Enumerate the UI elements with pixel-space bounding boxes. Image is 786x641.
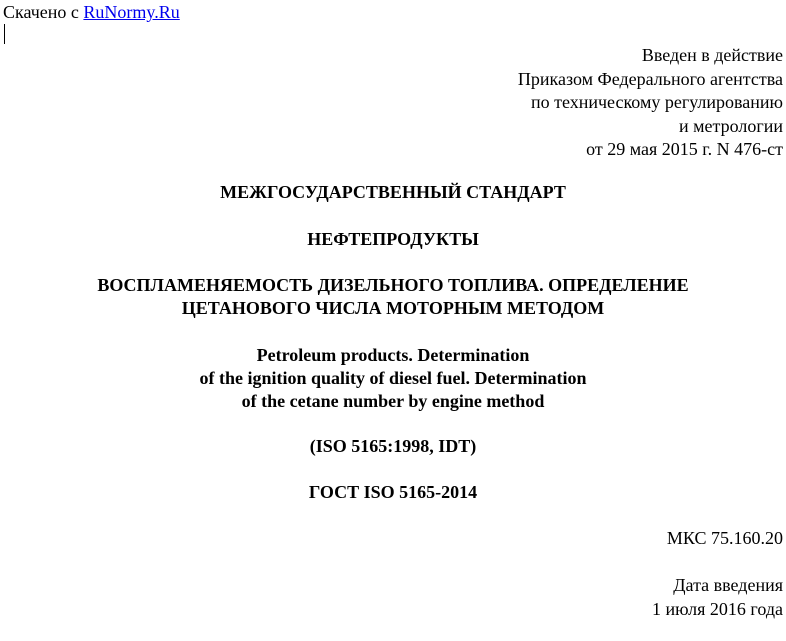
english-title-line: Petroleum products. Determination [256,345,530,365]
source-line [3,1,180,23]
russian-title-line: ВОСПЛАМЕНЯЕМОСТЬ ДИЗЕЛЬНОГО ТОПЛИВА. ОПРЕДЕЛЕНИЕ [97,275,689,295]
russian-title [0,274,786,320]
russian-title-line: ЦЕТАНОВОГО ЧИСЛА МОТОРНЫМ МЕТОДОМ [181,298,605,318]
standard-type: МЕЖГОСУДАРСТВЕННЫЙ СТАНДАРТ [220,182,566,202]
enactment-block [518,44,783,162]
enactment-line: Приказом Федерального агентства [517,68,783,89]
mks-code-text: МКС 75.160.20 [666,528,783,548]
category: НЕФТЕПРОДУКТЫ [307,229,479,249]
introduction-date-label: Дата введения [673,575,783,595]
runormy-link[interactable]: RuNormy.Ru [83,2,180,22]
enactment-line: и метрологии [679,115,783,136]
english-title-line: of the cetane number by engine method [241,391,545,411]
category-heading [0,228,786,251]
enactment-line: Введен в действие [641,45,783,65]
english-title-line: of the ignition quality of diesel fuel. Determination [199,368,587,388]
standard-type-heading [0,181,786,204]
text-cursor [4,24,5,44]
source-prefix: Скачено с [3,2,79,22]
mks-code [667,527,783,551]
iso-reference [0,435,786,458]
english-title [0,344,786,413]
enactment-line: по техническому регулированию [530,92,783,112]
gost-designation [0,481,786,504]
enactment-line: от 29 мая 2015 г. N 476-ст [586,139,783,159]
introduction-date [652,574,783,621]
introduction-date-value: 1 июля 2016 года [652,598,783,619]
gost-designation-text: ГОСТ ISO 5165-2014 [308,482,478,502]
iso-reference-text: (ISO 5165:1998, IDT) [309,436,477,456]
